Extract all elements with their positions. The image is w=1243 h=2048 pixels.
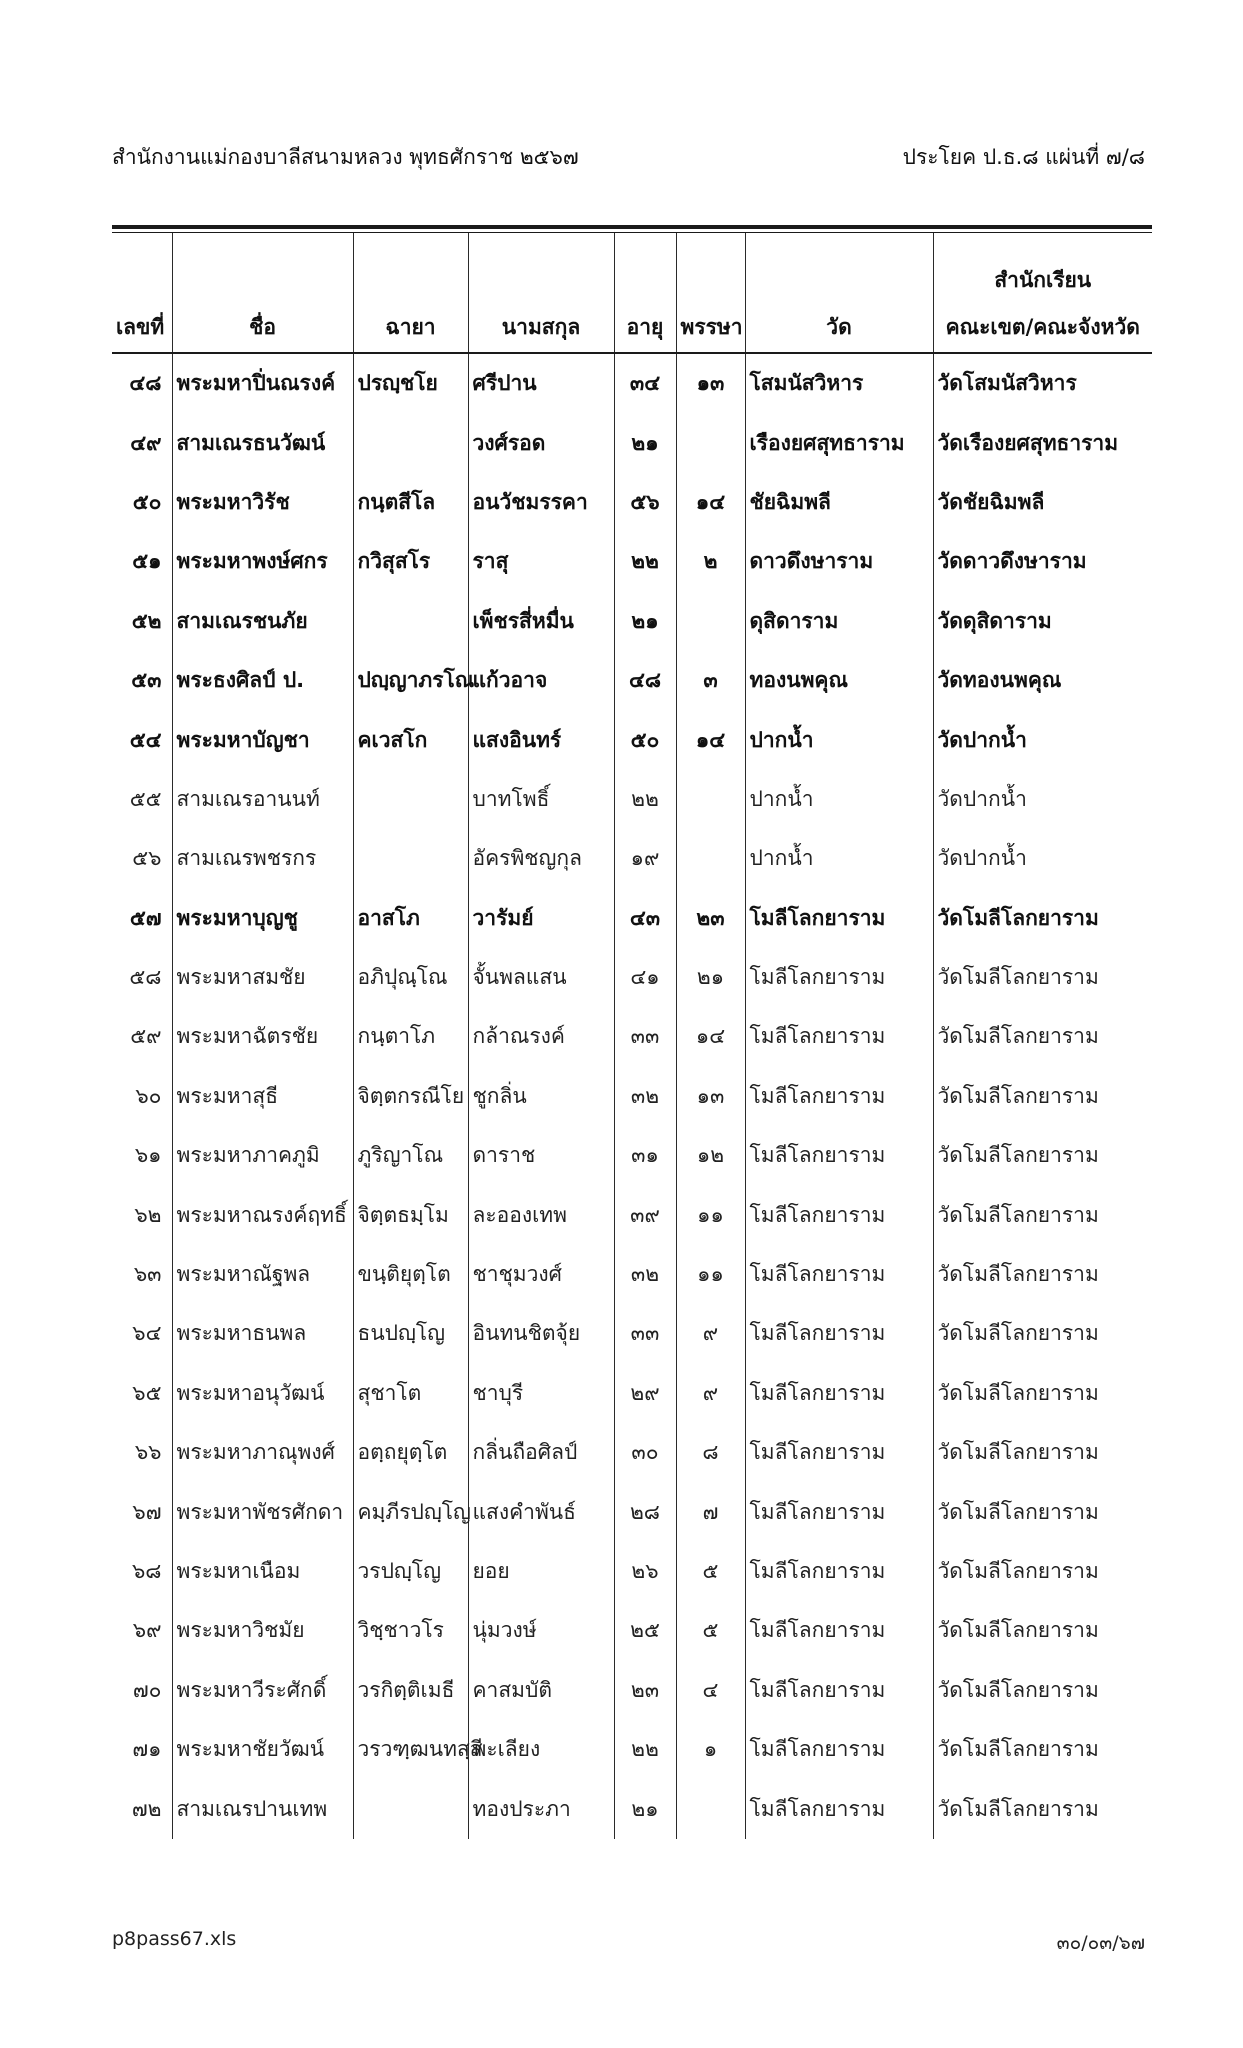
cell-name: พระมหาภาคภูมิ xyxy=(172,1126,353,1185)
cell-chaya: กนฺตสีโล xyxy=(353,473,468,532)
cell-number: ๔๙ xyxy=(130,430,162,455)
cell-wat: ชัยฉิมพลี xyxy=(745,473,933,532)
col-header-school xyxy=(933,233,1152,353)
col-header-age: อายุ xyxy=(614,233,676,353)
cell-pansa: ๓ xyxy=(676,651,745,710)
cell-age: ๔๓ xyxy=(614,889,676,948)
cell-pansa: ๙ xyxy=(676,1364,745,1423)
cell-surname: พะเลียง xyxy=(468,1720,614,1779)
cell-number: ๕๒ xyxy=(131,608,162,633)
table-row xyxy=(112,651,1152,710)
cell-name: พระมหาพัชรศักดา xyxy=(172,1482,353,1541)
cell-name: พระมหาสุธี xyxy=(172,1067,353,1126)
table-row xyxy=(112,1245,1152,1304)
table-row xyxy=(112,770,1152,829)
cell-wat: โมลีโลกยาราม xyxy=(745,1126,933,1185)
cell-name: พระมหาปิ่นณรงค์ xyxy=(172,353,353,413)
cell-school: วัดเรืองยศสุทธาราม xyxy=(933,413,1152,472)
cell-age: ๕๐ xyxy=(614,710,676,769)
cell-school: วัดโสมนัสวิหาร xyxy=(933,353,1152,413)
cell-wat: โมลีโลกยาราม xyxy=(745,948,933,1007)
col-header-school-line2: คณะเขต/คณะจังหวัด xyxy=(945,315,1140,339)
cell-surname: กลิ่นถือศิลป์ xyxy=(468,1423,614,1482)
cell-pansa: ๑๑ xyxy=(676,1245,745,1304)
cell-wat: โมลีโลกยาราม xyxy=(745,1720,933,1779)
cell-name: สามเณรพชรกร xyxy=(172,829,353,888)
cell-surname: บาทโพธิ์ xyxy=(468,770,614,829)
cell-pansa: ๑๔ xyxy=(676,710,745,769)
table-row xyxy=(112,1423,1152,1482)
cell-chaya: จิตฺตธมฺโม xyxy=(353,1185,468,1244)
cell-school: วัดโมลีโลกยาราม xyxy=(933,1185,1152,1244)
cell-surname: วงศ์รอด xyxy=(468,413,614,472)
cell-number: ๔๘ xyxy=(129,371,162,396)
cell-wat: โมลีโลกยาราม xyxy=(745,889,933,948)
table-header-row xyxy=(112,233,1152,353)
table-row xyxy=(112,1067,1152,1126)
col-header-chaya: ฉายา xyxy=(353,233,468,353)
table-row xyxy=(112,948,1152,1007)
cell-number: ๕๖ xyxy=(132,846,162,871)
cell-surname: แก้วอาจ xyxy=(468,651,614,710)
cell-age: ๒๘ xyxy=(614,1482,676,1541)
cell-surname: กล้าณรงค์ xyxy=(468,1007,614,1066)
cell-chaya xyxy=(353,1779,468,1838)
cell-age: ๔๑ xyxy=(614,948,676,1007)
cell-chaya: คเวสโก xyxy=(353,710,468,769)
cell-name: พระมหาณัฐพล xyxy=(172,1245,353,1304)
cell-surname: แสงคำพันธ์ xyxy=(468,1482,614,1541)
cell-age: ๒๒ xyxy=(614,532,676,591)
table-row xyxy=(112,473,1152,532)
cell-pansa xyxy=(676,829,745,888)
cell-school: วัดโมลีโลกยาราม xyxy=(933,1007,1152,1066)
cell-wat: โสมนัสวิหาร xyxy=(745,353,933,413)
cell-surname: ทองประภา xyxy=(468,1779,614,1838)
cell-age: ๒๑ xyxy=(614,1779,676,1838)
cell-surname: แสงอินทร์ xyxy=(468,710,614,769)
col-header-school-line1: สำนักเรียน xyxy=(994,268,1092,292)
cell-age: ๒๑ xyxy=(614,413,676,472)
cell-pansa: ๕ xyxy=(676,1542,745,1601)
page-header-sheet-info: ประโยค ป.ธ.๘ แผ่นที่ ๗/๘ xyxy=(902,145,1145,169)
cell-school: วัดโมลีโลกยาราม xyxy=(933,1067,1152,1126)
cell-age: ๑๙ xyxy=(614,829,676,888)
footer-filename: p8pass67.xls xyxy=(112,1928,237,1950)
cell-number: ๖๘ xyxy=(131,1559,162,1583)
cell-age: ๔๘ xyxy=(614,651,676,710)
table-row xyxy=(112,1185,1152,1244)
cell-chaya: ธนปญฺโญ xyxy=(353,1304,468,1363)
cell-wat: ปากน้ำ xyxy=(745,710,933,769)
cell-name: สามเณรปานเทพ xyxy=(172,1779,353,1838)
cell-chaya xyxy=(353,770,468,829)
table-row xyxy=(112,1482,1152,1541)
cell-number: ๖๔ xyxy=(132,1321,162,1346)
cell-number: ๗๐ xyxy=(132,1677,162,1702)
table-row xyxy=(112,353,1152,413)
cell-chaya: กนฺตาโภ xyxy=(353,1007,468,1066)
cell-surname: อัครพิชญกุล xyxy=(468,829,614,888)
cell-number: ๕๔ xyxy=(129,727,162,752)
cell-age: ๓๑ xyxy=(614,1126,676,1185)
cell-school: วัดโมลีโลกยาราม xyxy=(933,1779,1152,1838)
table-row xyxy=(112,592,1152,651)
table-body xyxy=(112,353,1152,1839)
cell-school: วัดดุสิดาราม xyxy=(933,592,1152,651)
cell-wat: ปากน้ำ xyxy=(745,829,933,888)
table-row xyxy=(112,1304,1152,1363)
table-row xyxy=(112,1661,1152,1720)
cell-surname: จั้นพลแสน xyxy=(468,948,614,1007)
cell-pansa: ๑๓ xyxy=(676,1067,745,1126)
cell-pansa: ๑๔ xyxy=(676,473,745,532)
cell-pansa: ๕ xyxy=(676,1601,745,1660)
cell-pansa: ๑๒ xyxy=(676,1126,745,1185)
col-header-number: เลขที่ xyxy=(112,233,172,353)
cell-wat: โมลีโลกยาราม xyxy=(745,1661,933,1720)
table-row xyxy=(112,532,1152,591)
cell-age: ๒๙ xyxy=(614,1364,676,1423)
cell-number: ๕๙ xyxy=(130,1024,162,1049)
cell-age: ๓๙ xyxy=(614,1185,676,1244)
cell-pansa: ๑๔ xyxy=(676,1007,745,1066)
cell-pansa: ๑๓ xyxy=(676,353,745,413)
cell-name: สามเณรอานนท์ xyxy=(172,770,353,829)
cell-age: ๒๖ xyxy=(614,1542,676,1601)
col-header-pansa: พรรษา xyxy=(676,233,745,353)
table-row xyxy=(112,889,1152,948)
footer-date: ๓๐/๐๓/๖๗ xyxy=(1056,1932,1145,1954)
col-header-wat: วัด xyxy=(745,233,933,353)
cell-age: ๒๑ xyxy=(614,592,676,651)
cell-chaya: วรกิตฺติเมธี xyxy=(353,1661,468,1720)
cell-number: ๗๑ xyxy=(132,1737,162,1762)
cell-pansa xyxy=(676,770,745,829)
cell-age: ๓๓ xyxy=(614,1007,676,1066)
cell-chaya xyxy=(353,829,468,888)
cell-number: ๖๗ xyxy=(132,1499,162,1524)
cell-surname: วารัมย์ xyxy=(468,889,614,948)
cell-school: วัดปากน้ำ xyxy=(933,829,1152,888)
cell-age: ๒๒ xyxy=(614,770,676,829)
cell-surname: ยอย xyxy=(468,1542,614,1601)
cell-wat: ดุสิดาราม xyxy=(745,592,933,651)
cell-number: ๕๕ xyxy=(129,786,162,811)
cell-pansa: ๒๓ xyxy=(676,889,745,948)
cell-chaya: อาสโภ xyxy=(353,889,468,948)
cell-school: วัดโมลีโลกยาราม xyxy=(933,1423,1152,1482)
table-row xyxy=(112,829,1152,888)
cell-surname: คาสมบัติ xyxy=(468,1661,614,1720)
cell-school: วัดโมลีโลกยาราม xyxy=(933,948,1152,1007)
cell-chaya: ภูริญาโณ xyxy=(353,1126,468,1185)
cell-name: พระมหาฉัตรชัย xyxy=(172,1007,353,1066)
cell-wat: โมลีโลกยาราม xyxy=(745,1245,933,1304)
page-header-title: สำนักงานแม่กองบาลีสนามหลวง พุทธศักราช ๒๕๖๗ xyxy=(112,145,579,169)
cell-age: ๓๔ xyxy=(614,353,676,413)
cell-chaya: กวิสุสโร xyxy=(353,532,468,591)
cell-school: วัดโมลีโลกยาราม xyxy=(933,1482,1152,1541)
cell-name: พระธงศิลป์ ป. xyxy=(172,651,353,710)
table-row xyxy=(112,1601,1152,1660)
cell-school: วัดทองนพคุณ xyxy=(933,651,1152,710)
cell-age: ๓๒ xyxy=(614,1245,676,1304)
cell-wat: เรืองยศสุทธาราม xyxy=(745,413,933,472)
cell-wat: ทองนพคุณ xyxy=(745,651,933,710)
cell-chaya: คมฺภีรปญฺโญ xyxy=(353,1482,468,1541)
cell-surname: ละอองเทพ xyxy=(468,1185,614,1244)
cell-name: พระมหาพงษ์ศกร xyxy=(172,532,353,591)
cell-name: พระมหาภาณุพงศ์ xyxy=(172,1423,353,1482)
cell-number: ๖๓ xyxy=(133,1262,162,1287)
cell-pansa: ๑๑ xyxy=(676,1185,745,1244)
cell-chaya: จิตฺตกรณีโย xyxy=(353,1067,468,1126)
cell-chaya: ปญฺญาภรโณ xyxy=(353,651,468,710)
cell-school: วัดโมลีโลกยาราม xyxy=(933,1542,1152,1601)
table-row xyxy=(112,710,1152,769)
cell-name: พระมหาวิรัช xyxy=(172,473,353,532)
cell-school: วัดโมลีโลกยาราม xyxy=(933,1126,1152,1185)
cell-name: สามเณรธนวัฒน์ xyxy=(172,413,353,472)
table-row xyxy=(112,1126,1152,1185)
cell-age: ๕๖ xyxy=(614,473,676,532)
cell-school: วัดชัยฉิมพลี xyxy=(933,473,1152,532)
cell-surname: เพ็ชรสี่หมื่น xyxy=(468,592,614,651)
cell-name: พระมหาวิชมัย xyxy=(172,1601,353,1660)
cell-wat: โมลีโลกยาราม xyxy=(745,1423,933,1482)
table-row xyxy=(112,1542,1152,1601)
cell-number: ๕๐ xyxy=(132,489,162,514)
cell-pansa: ๑ xyxy=(676,1720,745,1779)
results-table xyxy=(112,233,1152,1839)
cell-number: ๕๗ xyxy=(129,905,162,930)
cell-wat: โมลีโลกยาราม xyxy=(745,1364,933,1423)
cell-age: ๓๓ xyxy=(614,1304,676,1363)
cell-name: พระมหาณรงค์ฤทธิ์ xyxy=(172,1185,353,1244)
cell-name: พระมหาอนุวัฒน์ xyxy=(172,1364,353,1423)
cell-chaya: ปรญฺชโย xyxy=(353,353,468,413)
col-header-name: ชื่อ xyxy=(172,233,353,353)
cell-chaya xyxy=(353,592,468,651)
cell-pansa: ๔ xyxy=(676,1661,745,1720)
cell-school: วัดโมลีโลกยาราม xyxy=(933,1304,1152,1363)
cell-wat: ดาวดึงษาราม xyxy=(745,532,933,591)
cell-chaya: วรวฑฺฒนทสฺสี xyxy=(353,1720,468,1779)
cell-surname: อินทนชิตจุ้ย xyxy=(468,1304,614,1363)
cell-name: พระมหาบัญชา xyxy=(172,710,353,769)
table-row xyxy=(112,1720,1152,1779)
cell-wat: โมลีโลกยาราม xyxy=(745,1007,933,1066)
cell-name: พระมหาบุญชู xyxy=(172,889,353,948)
cell-pansa: ๒๑ xyxy=(676,948,745,1007)
cell-name: พระมหาวีระศักดิ์ xyxy=(172,1661,353,1720)
cell-pansa xyxy=(676,1779,745,1838)
cell-number: ๕๓ xyxy=(131,668,162,693)
cell-chaya: ขนฺติยุตฺโต xyxy=(353,1245,468,1304)
cell-surname: ดาราช xyxy=(468,1126,614,1185)
cell-school: วัดปากน้ำ xyxy=(933,710,1152,769)
cell-chaya: อตฺถยุตฺโต xyxy=(353,1423,468,1482)
cell-age: ๓๒ xyxy=(614,1067,676,1126)
cell-number: ๗๒ xyxy=(131,1796,162,1821)
cell-pansa xyxy=(676,413,745,472)
cell-name: พระมหาเนือม xyxy=(172,1542,353,1601)
cell-surname: ชาบุรี xyxy=(468,1364,614,1423)
cell-school: วัดดาวดึงษาราม xyxy=(933,532,1152,591)
cell-age: ๒๒ xyxy=(614,1720,676,1779)
cell-surname: ราสุ xyxy=(468,532,614,591)
table-row xyxy=(112,1779,1152,1838)
cell-name: พระมหาธนพล xyxy=(172,1304,353,1363)
cell-number: ๕๑ xyxy=(132,549,162,574)
cell-wat: โมลีโลกยาราม xyxy=(745,1601,933,1660)
table-row xyxy=(112,413,1152,472)
cell-wat: โมลีโลกยาราม xyxy=(745,1779,933,1838)
cell-name: พระมหาชัยวัฒน์ xyxy=(172,1720,353,1779)
cell-number: ๖๙ xyxy=(132,1618,162,1643)
cell-age: ๒๓ xyxy=(614,1661,676,1720)
cell-school: วัดโมลีโลกยาราม xyxy=(933,1601,1152,1660)
cell-surname: นุ่มวงษ์ xyxy=(468,1601,614,1660)
cell-pansa: ๒ xyxy=(676,532,745,591)
cell-name: สามเณรชนภัย xyxy=(172,592,353,651)
cell-pansa: ๘ xyxy=(676,1423,745,1482)
cell-chaya: วิชฺชาวโร xyxy=(353,1601,468,1660)
cell-chaya xyxy=(353,413,468,472)
cell-wat: โมลีโลกยาราม xyxy=(745,1067,933,1126)
cell-pansa xyxy=(676,592,745,651)
cell-chaya: สุชาโต xyxy=(353,1364,468,1423)
cell-wat: ปากน้ำ xyxy=(745,770,933,829)
cell-surname: ชาชุมวงศ์ xyxy=(468,1245,614,1304)
cell-school: วัดโมลีโลกยาราม xyxy=(933,889,1152,948)
cell-number: ๖๐ xyxy=(135,1083,162,1108)
cell-school: วัดปากน้ำ xyxy=(933,770,1152,829)
cell-chaya: วรปญฺโญ xyxy=(353,1542,468,1601)
table-row xyxy=(112,1007,1152,1066)
cell-number: ๖๖ xyxy=(134,1440,162,1465)
cell-number: ๖๒ xyxy=(134,1202,162,1227)
cell-wat: โมลีโลกยาราม xyxy=(745,1304,933,1363)
cell-wat: โมลีโลกยาราม xyxy=(745,1185,933,1244)
cell-age: ๒๕ xyxy=(614,1601,676,1660)
cell-school: วัดโมลีโลกยาราม xyxy=(933,1364,1152,1423)
cell-school: วัดโมลีโลกยาราม xyxy=(933,1720,1152,1779)
table-row xyxy=(112,1364,1152,1423)
cell-school: วัดโมลีโลกยาราม xyxy=(933,1661,1152,1720)
cell-name: พระมหาสมชัย xyxy=(172,948,353,1007)
cell-pansa: ๙ xyxy=(676,1304,745,1363)
col-header-surname: นามสกุล xyxy=(468,233,614,353)
cell-number: ๖๕ xyxy=(132,1380,162,1405)
header-rule-thick xyxy=(112,225,1152,229)
cell-surname: ชูกลิ่น xyxy=(468,1067,614,1126)
cell-number: ๕๘ xyxy=(129,965,162,990)
cell-number: ๖๑ xyxy=(134,1143,162,1168)
cell-wat: โมลีโลกยาราม xyxy=(745,1482,933,1541)
cell-wat: โมลีโลกยาราม xyxy=(745,1542,933,1601)
cell-surname: อนวัชมรรคา xyxy=(468,473,614,532)
cell-pansa: ๗ xyxy=(676,1482,745,1541)
cell-age: ๓๐ xyxy=(614,1423,676,1482)
cell-surname: ศรีปาน xyxy=(468,353,614,413)
cell-school: วัดโมลีโลกยาราม xyxy=(933,1245,1152,1304)
cell-chaya: อภิปุณฺโณ xyxy=(353,948,468,1007)
